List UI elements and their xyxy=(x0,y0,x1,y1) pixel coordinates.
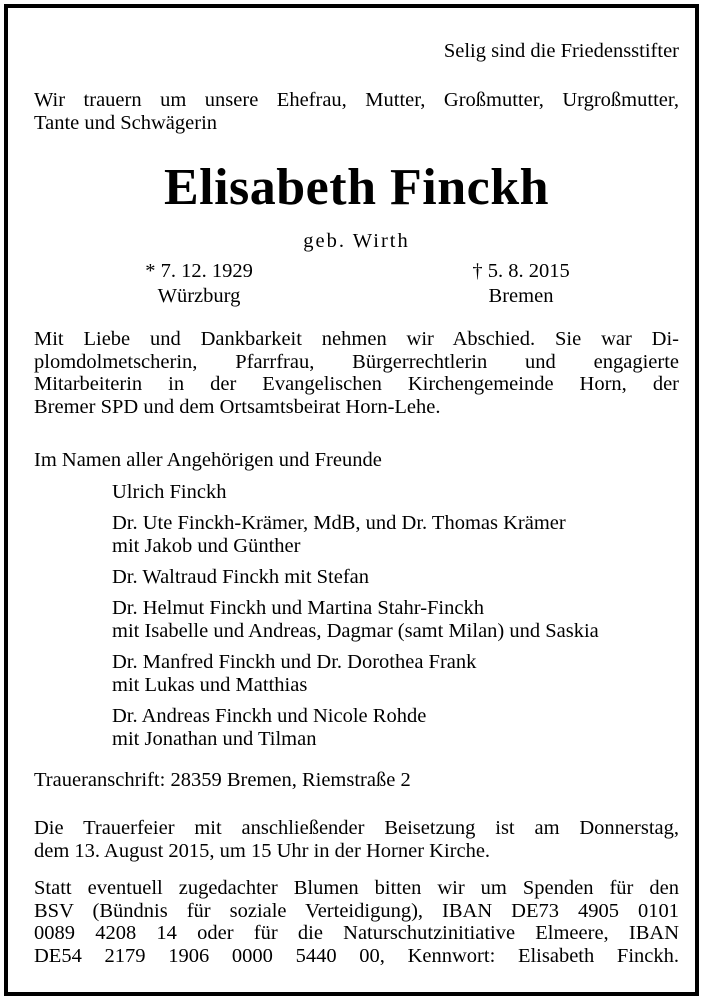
donation-line: BSV (Bündnis für soziale Verteidigung), IBAN DE73 4905 0101 xyxy=(34,899,679,922)
motto: Selig sind die Friedensstifter xyxy=(443,40,679,62)
family-line: Dr. Helmut Finckh und Martina Stahr-Finckh xyxy=(112,597,484,619)
family-line: Ulrich Finckh xyxy=(112,481,227,503)
service-line: dem 13. August 2015, um 15 Uhr in der Horner Kirche. xyxy=(34,839,491,862)
mourners-list xyxy=(112,481,679,759)
birth-place: Würzburg xyxy=(157,285,241,307)
family-entry xyxy=(112,512,679,558)
family-line: mit Lukas und Matthias xyxy=(112,674,308,696)
donation-line: Statt eventuell zugedachter Blumen bitten wir um Spenden für den xyxy=(34,877,679,899)
donation-text xyxy=(34,877,679,967)
maiden-name: geb. Wirth xyxy=(303,230,410,252)
family-line: Dr. Waltraud Finckh mit Stefan xyxy=(112,566,370,588)
family-entry xyxy=(112,566,679,589)
intro-line: Wir trauern um unsere Ehefrau, Mutter, Großmutter, Urgroßmutter, xyxy=(34,89,679,111)
funeral-service-text xyxy=(34,817,679,862)
death-date: † 5. 8. 2015 xyxy=(472,260,570,282)
family-entry xyxy=(112,597,679,643)
donation-line: 0089 4208 14 oder für die Naturschutzinitiative Elmeere, IBAN xyxy=(34,922,679,944)
family-line: Dr. Ute Finckh-Krämer, MdB, und Dr. Thomas Krämer xyxy=(112,512,566,534)
obituary-frame xyxy=(4,4,699,996)
death-place: Bremen xyxy=(488,285,554,307)
intro-line: Tante und Schwägerin xyxy=(34,111,218,134)
tribute-line: Mit Liebe und Dankbarkeit nehmen wir Abschied. Sie war Di- xyxy=(34,328,679,350)
tribute-line: Mitarbeiterin in der Evangelischen Kirchengemeinde Horn, der xyxy=(34,373,679,395)
family-line: Dr. Manfred Finckh und Dr. Dorothea Frank xyxy=(112,651,477,673)
family-entry xyxy=(112,651,679,697)
family-entry xyxy=(112,705,679,751)
deceased-name: Elisabeth Finckh xyxy=(163,159,550,216)
birth-date: * 7. 12. 1929 xyxy=(145,260,253,282)
mourners-intro: Im Namen aller Angehörigen und Freunde xyxy=(34,449,382,471)
birth-info xyxy=(134,260,264,310)
tribute-line: Bremer SPD und dem Ortsamtsbeirat Horn-Lehe. xyxy=(34,395,441,418)
death-info xyxy=(456,260,586,310)
donation-line: DE54 2179 1906 0000 5440 00, Kennwort: Elisabeth Finckh. xyxy=(34,944,679,967)
family-line: mit Jonathan und Tilman xyxy=(112,728,317,750)
family-entry xyxy=(112,481,679,504)
tribute-line: plomdolmetscherin, Pfarrfrau, Bürgerrechtlerin und engagierte xyxy=(34,350,679,373)
family-line: mit Jakob und Günther xyxy=(112,535,301,557)
service-line: Die Trauerfeier mit anschließender Beisetzung ist am Donnerstag, xyxy=(34,817,679,839)
mourning-address: Traueranschrift: 28359 Bremen, Riemstraße 2 xyxy=(34,769,411,791)
intro-text xyxy=(34,89,679,134)
family-line: mit Isabelle und Andreas, Dagmar (samt Milan) und Saskia xyxy=(112,620,599,642)
tribute-text xyxy=(34,328,679,418)
family-line: Dr. Andreas Finckh und Nicole Rohde xyxy=(112,705,427,727)
